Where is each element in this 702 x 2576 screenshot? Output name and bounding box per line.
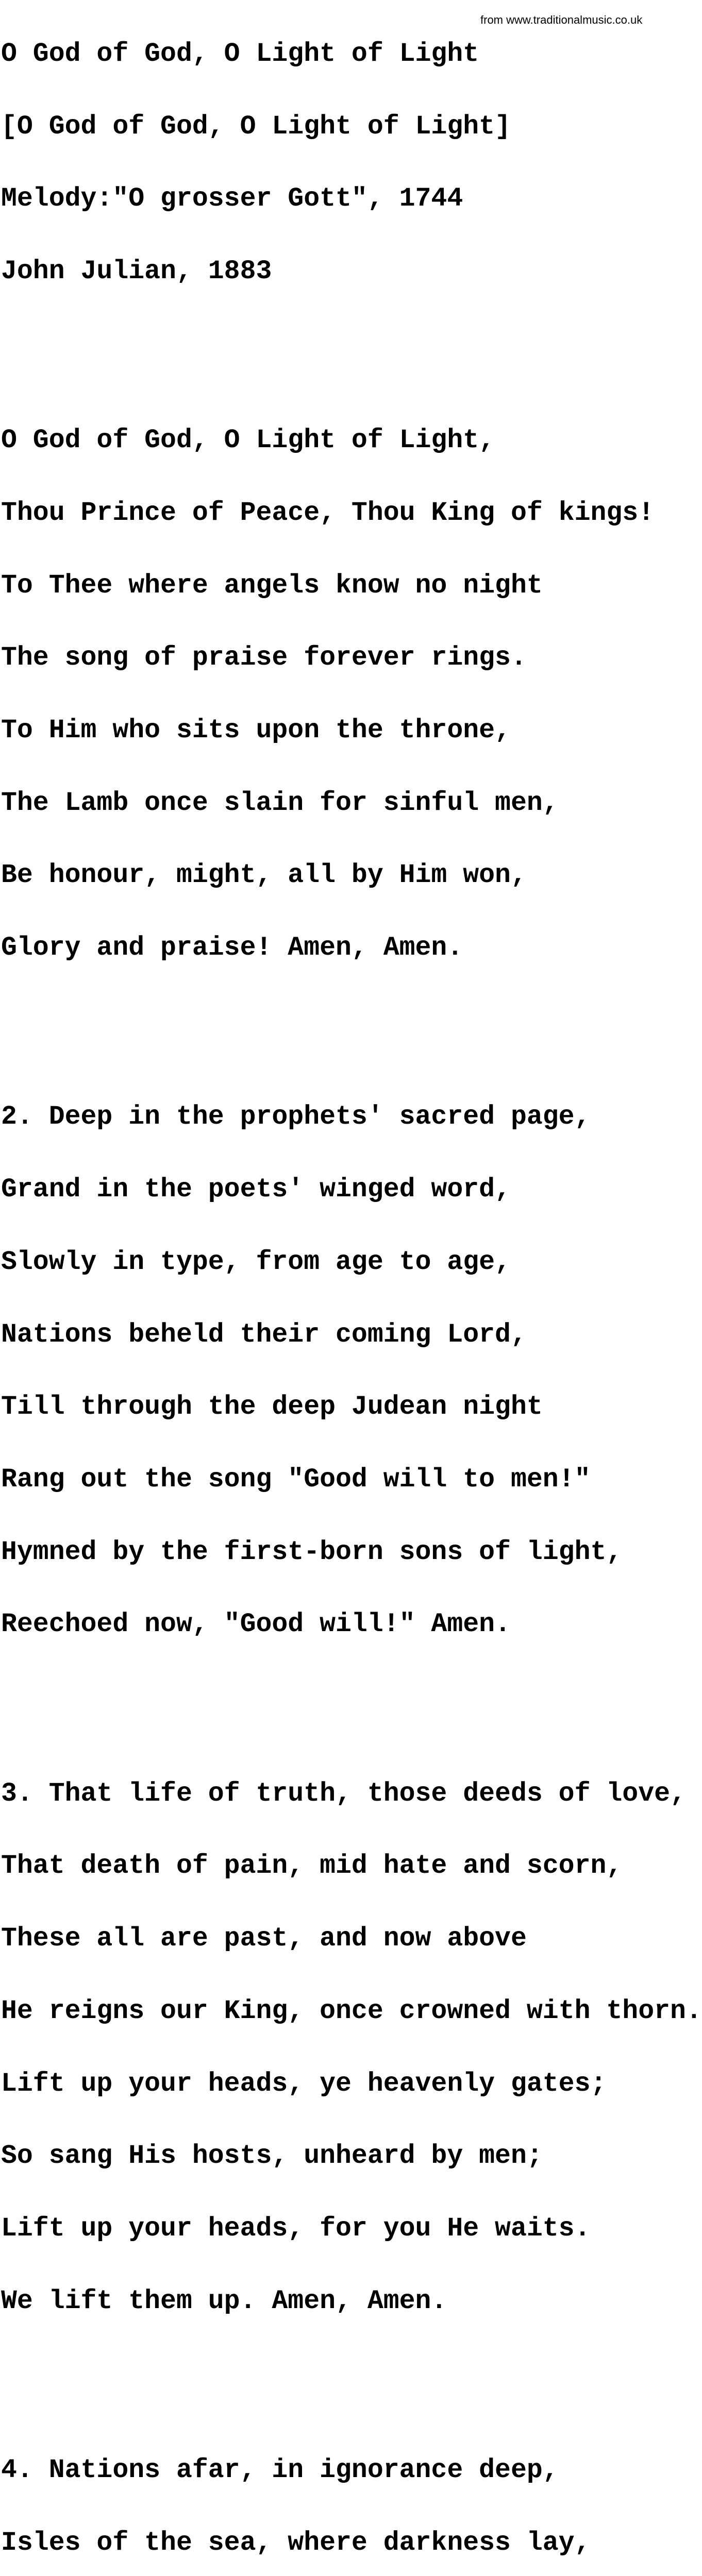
verse-3-line-5: Lift up your heads, ye heavenly gates; [1,2069,607,2099]
verse-3-line-6: So sang His hosts, unheard by men; [1,2141,543,2172]
verse-1-line-2: Thou Prince of Peace, Thou King of kings! [1,498,655,528]
verse-3-line-4: He reigns our King, once crowned with thorn. [1,1996,702,2026]
blank-line [1,1685,702,1709]
hymn-title: O God of God, O Light of Light [1,39,479,69]
verse-1-line-5: To Him who sits upon the throne, [1,716,511,746]
verse-2-line-7: Hymned by the first-born sons of light, [1,1537,623,1567]
verse-2-line-8: Reechoed now, "Good will!" Amen. [1,1609,511,1640]
verse-3-line-7: Lift up your heads, for you He waits. [1,2213,591,2244]
verse-1-line-4: The song of praise forever rings. [1,643,527,673]
verse-2-line-6: Rang out the song "Good will to men!" [1,1464,591,1495]
melody-credit: Melody:"O grosser Gott", 1744 [1,184,463,214]
verse-2-line-3: Slowly in type, from age to age, [1,1247,511,1277]
verse-1-line-3: To Thee where angels know no night [1,570,543,601]
verse-2-line-2: Grand in the poets' winged word, [1,1175,511,1205]
hymn-subtitle: [O God of God, O Light of Light] [1,111,511,142]
hymn-text [1,0,702,2576]
verse-1-line-1: O God of God, O Light of Light, [1,426,495,456]
verse-4-line-1: 4. Nations afar, in ignorance deep, [1,2455,559,2485]
verse-2-line-5: Till through the deep Judean night [1,1392,543,1422]
verse-1-line-6: The Lamb once slain for sinful men, [1,788,559,818]
verse-4-line-2: Isles of the sea, where darkness lay, [1,2528,591,2558]
blank-line [1,332,702,357]
blank-line [1,2362,702,2386]
blank-line [1,1009,702,1033]
source-attribution: from www.traditionalmusic.co.uk [480,13,643,26]
verse-1-line-8: Glory and praise! Amen, Amen. [1,933,463,963]
verse-3-line-8: We lift them up. Amen, Amen. [1,2286,447,2316]
verse-2-line-4: Nations beheld their coming Lord, [1,1319,527,1350]
verse-3-line-3: These all are past, and now above [1,1924,527,1954]
verse-1-line-7: Be honour, might, all by Him won, [1,860,527,891]
author-credit: John Julian, 1883 [1,256,272,286]
verse-3-line-1: 3. That life of truth, those deeds of love, [1,1778,686,1809]
verse-2-line-1: 2. Deep in the prophets' sacred page, [1,1102,591,1132]
verse-3-line-2: That death of pain, mid hate and scorn, [1,1851,623,1882]
